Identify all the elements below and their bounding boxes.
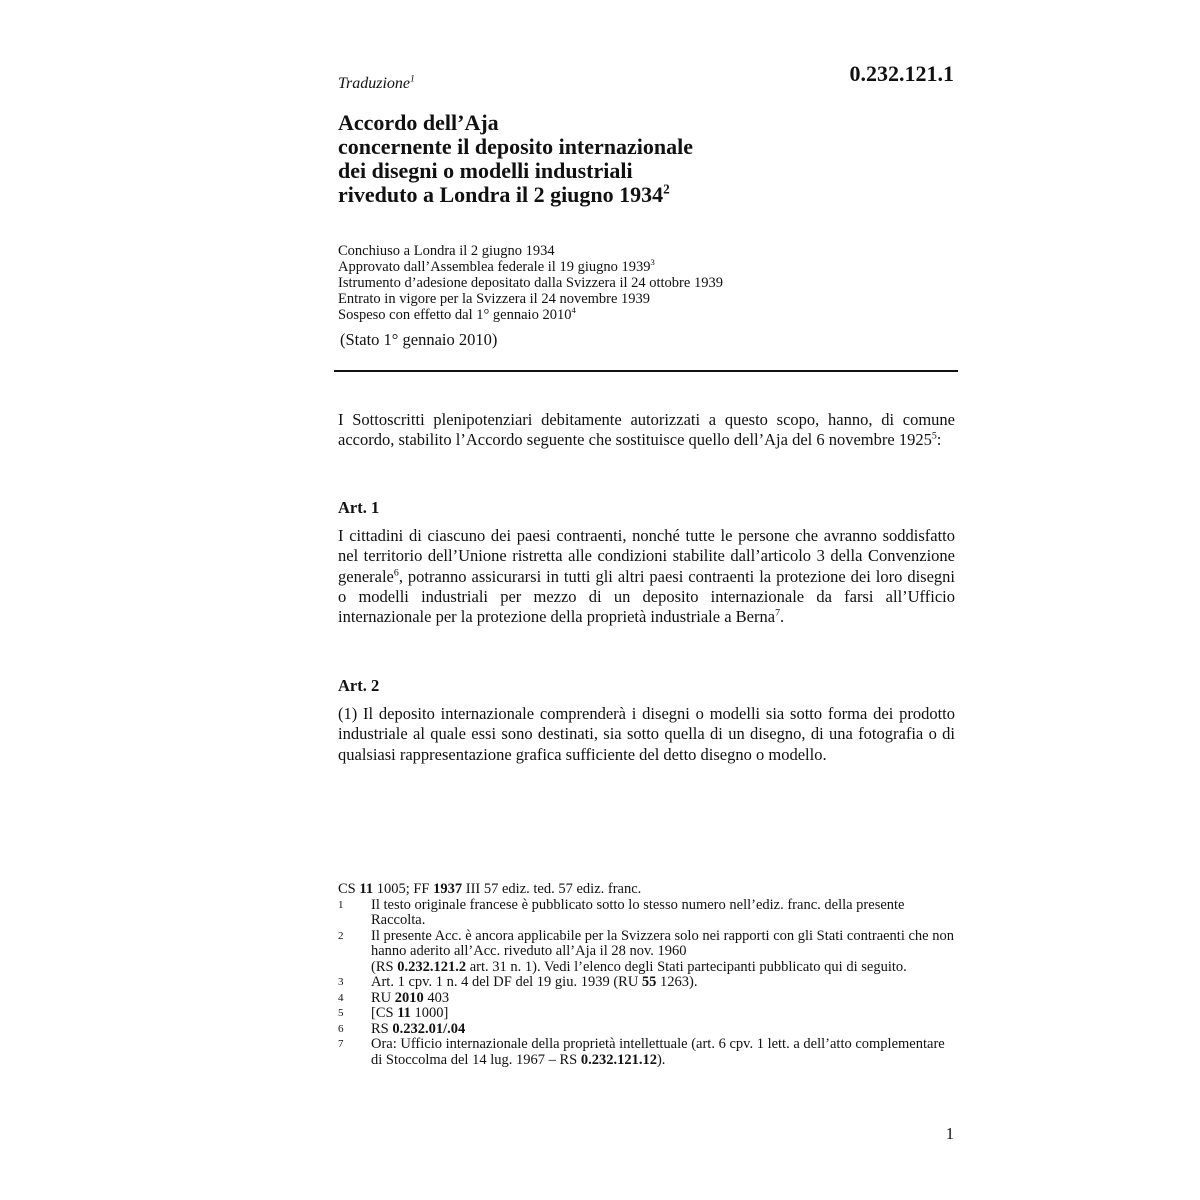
translation-label: [338, 74, 415, 94]
footnote-2-text-c: art. 31 n. 1). Vedi l’elenco degli Stati partecipanti pubblicato qui di seguito.: [466, 958, 907, 975]
footnote-7-reference: 0.232.121.12: [580, 1051, 657, 1068]
footnote-text: [371, 1037, 958, 1068]
footnote-ref-5[interactable]: 5: [931, 430, 937, 442]
footnote-number: 6: [338, 1022, 344, 1035]
source-citation: [338, 882, 958, 898]
source-text-c: 1005; FF: [373, 881, 434, 897]
meta-instrument: Istrumento d’adesione depositato dalla Svizzera il 24 ottobre 1939: [338, 275, 723, 291]
article-1-text-part-1: I cittadini di ciascuno dei paesi contraenti, nonché tutte le persone che avranno soddisfatto nel territorio dell’Unione ristretta alle condizioni stabilite dall’articolo 3 della Convenzione generale: [338, 526, 955, 586]
source-bold-d: 1937: [433, 881, 463, 897]
footnote-text: [371, 1022, 958, 1038]
footnote-3: [338, 975, 958, 991]
source-bold-b: 11: [359, 881, 374, 897]
footnote-2-reference: 0.232.121.2: [397, 958, 467, 975]
article-1-text: [338, 526, 955, 627]
article-1-heading: Art. 1: [338, 498, 380, 517]
translation-label-text: Traduzione: [338, 75, 411, 92]
footnote-number: 4: [338, 991, 344, 1004]
meta-suspended-text: Sospeso con effetto dal 1° gennaio 2010: [338, 307, 572, 323]
footnote-ref-6[interactable]: 6: [393, 567, 399, 579]
footnote-text: Il testo originale francese è pubblicato sotto lo stesso numero nell’ediz. franc. della presente Raccolta.: [371, 896, 905, 928]
footnote-5-text-a: [CS: [371, 1005, 398, 1021]
footnote-6-reference: 0.232.01/.04: [392, 1020, 466, 1037]
preamble-text: I Sottoscritti plenipotenziari debitamente autorizzati a questo scopo, hanno, di comune accordo, stabilito l’Accordo seguente che sostituisce quello dell’Aja del 6 novembre 1925: [338, 410, 955, 450]
footnote-4: [338, 991, 958, 1007]
footnote-number: 1: [338, 898, 344, 911]
article-1-text-part-3: .: [780, 607, 785, 627]
footnote-ref-1[interactable]: 1: [410, 73, 415, 85]
footnote-5-reference: 11: [397, 1005, 411, 1021]
header-divider: [334, 370, 958, 372]
footnotes: [338, 882, 958, 1068]
source-text-e: III 57 ediz. ted. 57 ediz. franc.: [462, 881, 642, 897]
footnote-2-text-b: (RS: [371, 958, 398, 975]
footnote-ref-7[interactable]: 7: [775, 607, 780, 619]
footnote-ref-2[interactable]: 2: [663, 181, 670, 197]
footnote-5: [338, 1006, 958, 1022]
article-2-heading: Art. 2: [338, 676, 380, 695]
footnote-text: [371, 991, 958, 1007]
document-title: [338, 111, 958, 207]
footnote-text: [371, 1006, 958, 1022]
title-line-1: Accordo dell’Aja: [338, 110, 499, 135]
article-1-text-part-2: , potranno assicurarsi in tutti gli altri paesi contraenti la protezione dei loro disegni o modelli industriali per mezzo di un deposito internazionale da farsi all’Ufficio internazionale per la protezione della proprietà industriale a Berna: [338, 566, 955, 627]
status-date: (Stato 1° gennaio 2010): [340, 330, 498, 349]
footnote-4-text-b: 403: [423, 989, 450, 1006]
footnote-text: [371, 929, 958, 976]
footnote-4-reference: 2010: [394, 989, 424, 1006]
meta-approved-text: Approvato dall’Assemblea federale il 19 giugno 1939: [338, 259, 651, 275]
footnote-ref-4[interactable]: 4: [571, 305, 576, 316]
footnote-number: 7: [338, 1038, 344, 1050]
meta-suspended: [338, 307, 958, 323]
meta-approved: [338, 259, 958, 275]
title-line-2: concernente il deposito internazionale: [338, 134, 694, 159]
footnote-4-text-a: RU: [371, 989, 395, 1006]
footnote-3-text-a: Art. 1 cpv. 1 n. 4 del DF del 19 giu. 1939 (RU: [371, 974, 642, 990]
title-line-4-text: riveduto a Londra il 2 giugno 1934: [338, 182, 664, 207]
footnote-2-text-a: Il presente Acc. è ancora applicabile per la Svizzera solo nei rapporti con gli Stati contraenti che non hanno aderito all’Acc. riveduto all’Aja il 28 nov. 1960: [371, 927, 954, 959]
footnote-3-reference: 55: [641, 974, 657, 990]
source-text-a: CS: [338, 881, 360, 897]
footnote-7-text-a: Ora: Ufficio internazionale della proprietà intellettuale (art. 6 cpv. 1 lett. a dell’atto complementare di Stoccolma del 14 lug. 1967 – RS: [371, 1036, 945, 1068]
footnote-1: [338, 898, 958, 929]
footnote-number: 2: [338, 929, 344, 942]
page-number: 1: [945, 1124, 954, 1143]
preamble-end: :: [936, 430, 942, 450]
footnote-number: 3: [338, 976, 344, 988]
footnote-7-text-b: ).: [656, 1051, 666, 1068]
meta-in-force: Entrato in vigore per la Svizzera il 24 novembre 1939: [338, 291, 651, 307]
footnote-7: [338, 1037, 958, 1068]
title-line-4: [338, 183, 958, 207]
treaty-metadata: [338, 243, 958, 323]
footnote-6-text-a: RS: [371, 1020, 393, 1037]
footnote-ref-3[interactable]: 3: [650, 257, 655, 268]
article-2-text: (1) Il deposito internazionale comprenderà i disegni o modelli sia sotto forma dei prodotto industriale al quale essi sono destinati, sia sotto quella di un disegno, di una fotografia o di qualsiasi rappresentazione grafica sufficiente del detto disegno o modello.: [338, 704, 955, 764]
footnote-5-text-b: 1000]: [410, 1005, 449, 1021]
sr-number: 0.232.121.1: [849, 61, 954, 86]
footnote-text: [371, 975, 958, 991]
footnote-6: [338, 1022, 958, 1038]
title-line-3: dei disegni o modelli industriali: [338, 158, 633, 183]
preamble: [338, 410, 955, 451]
footnote-2: [338, 929, 958, 976]
footnote-number: 5: [338, 1007, 344, 1019]
footnote-3-text-b: 1263).: [656, 974, 698, 990]
meta-concluded: Conchiuso a Londra il 2 giugno 1934: [338, 243, 555, 259]
